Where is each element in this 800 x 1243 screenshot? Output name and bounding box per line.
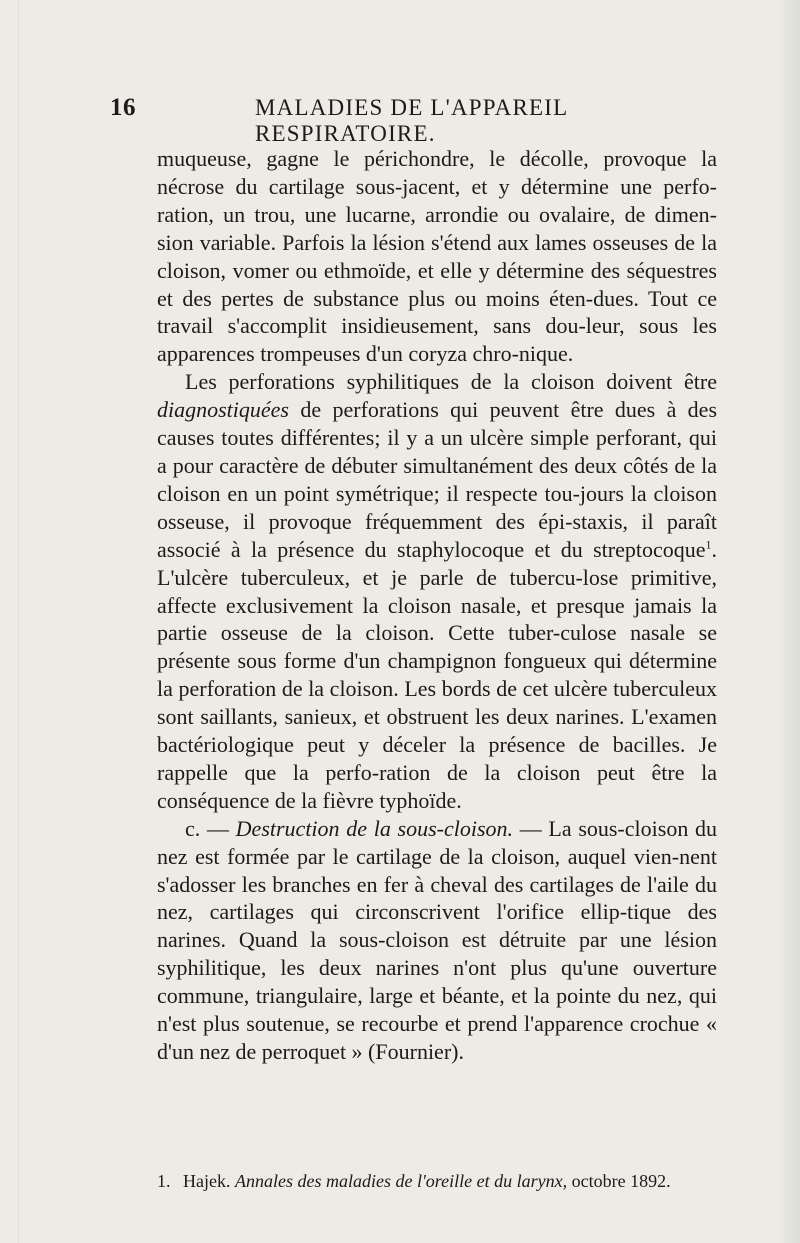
paragraph-2-part-3: . L'ulcère tuberculeux, et je parle de tubercu-lose primitive, affecte exclusivement la cloison nasale, et presque jamais la partie osseuse de la cloison. Cette tuber-culose nasale se présente sous forme d'un champignon fongueux qui détermine la perforation de la cloison. Les bords de cet ulcère tuberculeux sont saillants, sanieux, et obstruent les deux narines. L'examen bactériologique peut y déceler la présence de bacilles. Je rappelle que la perfo-ration de la cloison peut être la conséquence de la fièvre typhoïde. bbox=[157, 536, 717, 813]
page-number: 16 bbox=[110, 94, 136, 121]
paragraph-2-part-2: de perforations qui peuvent être dues à des causes toutes différentes; il y a un ulcère simple perforant, qui a pour caractère de débuter simultanément des deux côtés de la cloison en un point symétrique; il respecte tou-jours la cloison osseuse, il provoque fréquemment des épi-staxis, il paraît associé à la présence du staphylocoque et du streptocoque bbox=[157, 397, 718, 562]
footnote bbox=[157, 1169, 717, 1193]
paragraph-3 bbox=[157, 815, 717, 1066]
section-label: c. — bbox=[185, 815, 229, 841]
section-heading: Destruction de la sous-cloison. bbox=[235, 815, 514, 841]
paragraph-2-italic: diagnostiquées bbox=[157, 397, 289, 423]
footnote-number: 1. bbox=[157, 1171, 171, 1191]
footnote-title: Annales des maladies de l'oreille et du larynx, bbox=[234, 1171, 568, 1191]
paragraph-2 bbox=[157, 368, 717, 815]
running-head: MALADIES DE L'APPAREIL RESPIRATOIRE. bbox=[255, 95, 568, 146]
paragraph-2-part-1: Les perforations syphilitiques de la cloison doivent être bbox=[185, 369, 717, 395]
footnote-date: octobre 1892. bbox=[571, 1171, 671, 1191]
main-text bbox=[157, 145, 717, 1066]
page-edge-shadow bbox=[778, 0, 800, 1243]
page-header bbox=[110, 94, 716, 146]
paragraph-1: muqueuse, gagne le périchondre, le décolle, provoque la nécrose du cartilage sous-jacent, et y détermine une perfo-ration, un trou, une lucarne, arrondie ou ovalaire, de dimen-sion variable. Parfois la lésion s'étend aux lames osseuses de la cloison, vomer ou ethmoïde, et elle y détermine des séquestres et des pertes de substance plus ou moins éten-dues. Tout ce travail s'accomplit insidieusement, sans dou-leur, sous les apparences trompeuses d'un coryza chro-nique. bbox=[157, 146, 717, 367]
page-edge-line bbox=[18, 0, 19, 1243]
paragraph-3-text: — La sous-cloison du nez est formée par le cartilage de la cloison, auquel vien-nent s'adosser les branches en fer à cheval des cartilages de l'aile du nez, cartilages qui circonscrivent l'orifice ellip-tique des narines. Quand la sous-cloison est détruite par une lésion syphilitique, les deux narines n'ont plus qu'une ouverture commune, triangulaire, large et béante, et la pointe du nez, qui n'est plus soutenue, se recourbe et prend l'apparence crochue « d'un nez de perroquet » (Fournier). bbox=[157, 815, 718, 1064]
footnote-reference: 1 bbox=[705, 537, 712, 552]
footnote-author: Hajek. bbox=[183, 1171, 231, 1191]
